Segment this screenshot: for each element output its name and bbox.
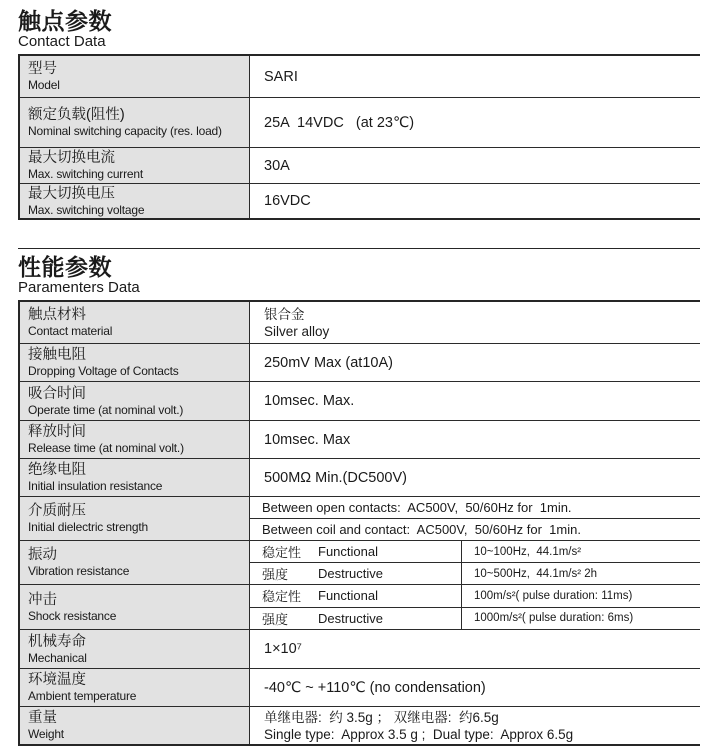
row-label-zh: 型号 — [28, 61, 57, 77]
row-label-zh: 最大切换电流 — [28, 150, 115, 166]
parameters-section-title-zh: 性能参数 — [18, 254, 112, 280]
row-label-cell — [20, 585, 250, 629]
row-value-cell — [250, 56, 700, 97]
table-row-dielectric-strength — [20, 497, 700, 541]
row-value-cell — [250, 585, 700, 629]
sub-row-type-cell — [250, 563, 462, 584]
table-row-dropping-voltage — [20, 344, 700, 382]
row-value-cell — [250, 344, 700, 381]
table-row-operate-time — [20, 382, 700, 421]
table-row-max-switching-voltage — [20, 184, 700, 218]
sub-type-en: Destructive — [318, 566, 384, 581]
row-label-cell — [20, 382, 250, 420]
row-label-en: Model — [28, 78, 60, 92]
row-label-zh: 额定负载(阻性) — [28, 107, 125, 123]
row-label-zh: 释放时间 — [28, 424, 86, 440]
row-label-en: Release time (at nominal volt.) — [28, 441, 184, 455]
row-value: 500MΩ Min.(DC500V) — [264, 469, 407, 486]
sub-type-zh: 稳定性 — [262, 545, 302, 560]
sub-type-en: Functional — [318, 544, 378, 559]
row-label-en: Dropping Voltage of Contacts — [28, 364, 179, 378]
row-value: 25A 14VDC (at 23℃) — [264, 114, 415, 131]
row-label-en: Operate time (at nominal volt.) — [28, 402, 184, 417]
row-value-cell — [250, 421, 700, 458]
sub-row-destructive — [250, 607, 700, 630]
row-value-cell — [250, 302, 700, 343]
sub-row-functional — [250, 585, 700, 607]
row-value-cell — [250, 184, 700, 218]
row-label-en: Mechanical — [28, 650, 87, 665]
contact-data-section — [18, 8, 700, 220]
row-label-zh: 冲击 — [28, 591, 57, 608]
sub-row-value: Between open contacts: AC500V, 50/60Hz for 1min. — [262, 500, 572, 515]
row-label-en: Max. switching voltage — [28, 202, 145, 217]
sub-row-value: Between coil and contact: AC500V, 50/60Hz for 1min. — [262, 522, 581, 537]
row-value-cell — [250, 497, 700, 540]
row-value: 10msec. Max — [264, 431, 351, 448]
row-label-en: Weight — [28, 727, 64, 741]
table-row-model — [20, 56, 700, 98]
row-value-line2: Silver alloy — [264, 323, 330, 339]
row-value-line2: Single type: Approx 3.5 g ; Dual type: Approx 6.5g — [264, 726, 574, 742]
row-label-zh: 最大切换电压 — [28, 185, 115, 202]
row-label-en: Nominal switching capacity (res. load) — [28, 124, 222, 138]
row-label-zh: 吸合时间 — [28, 385, 86, 402]
parameters-section-title-en: Paramenters Data — [18, 279, 140, 296]
table-row-ambient-temperature — [20, 669, 700, 707]
table-row-insulation-resistance — [20, 459, 700, 497]
table-row-nominal-switching-capacity — [20, 98, 700, 148]
row-label-zh: 接触电阻 — [28, 347, 86, 363]
row-value-line1: 单继电器: 约 3.5g ； 双继电器: 约6.5g — [264, 709, 499, 725]
row-value-cell — [250, 148, 700, 183]
table-row-weight — [20, 707, 700, 744]
table-row-vibration-resistance — [20, 541, 700, 585]
sub-type-zh: 强度 — [262, 611, 289, 627]
row-label-cell — [20, 56, 250, 97]
row-label-en: Contact material — [28, 324, 113, 338]
row-value-cell — [250, 541, 700, 584]
sub-row-type-cell — [250, 608, 462, 630]
row-value: SARI — [264, 68, 298, 85]
sub-row-value: 1000m/s²( pulse duration: 6ms) — [474, 612, 634, 625]
row-label-cell — [20, 344, 250, 381]
row-value: 16VDC — [264, 193, 311, 209]
row-label-cell — [20, 459, 250, 496]
section-divider — [18, 248, 700, 249]
row-label-zh: 环境温度 — [28, 672, 86, 688]
sub-row-value: 10~500Hz, 44.1m/s² 2h — [474, 567, 598, 580]
sub-row-type-cell — [250, 541, 462, 562]
row-label-zh: 绝缘电阻 — [28, 462, 86, 478]
row-label-zh: 机械寿命 — [28, 633, 86, 650]
row-label-cell — [20, 707, 250, 744]
row-label-en: Ambient temperature — [28, 689, 137, 703]
row-value-cell — [250, 459, 700, 496]
sub-row-functional — [250, 541, 700, 562]
row-label-cell — [20, 302, 250, 343]
row-label-cell — [20, 669, 250, 706]
table-row-shock-resistance — [20, 585, 700, 630]
row-label-zh: 振动 — [28, 547, 57, 563]
row-label-en: Max. switching current — [28, 167, 143, 181]
parameters-data-table — [18, 300, 700, 746]
row-label-zh: 介质耐压 — [28, 503, 86, 519]
sub-row-value: 100m/s²( pulse duration: 11ms) — [474, 589, 633, 602]
row-label-cell — [20, 148, 250, 183]
row-value: 10msec. Max. — [264, 393, 355, 409]
row-label-zh: 重量 — [28, 710, 57, 726]
row-value-line1: 银合金 — [264, 306, 305, 322]
row-value-cell — [250, 98, 700, 147]
row-value-cell — [250, 707, 700, 744]
row-label-cell — [20, 184, 250, 218]
contact-data-table — [18, 54, 700, 220]
table-row-release-time — [20, 421, 700, 459]
contact-section-title-en: Contact Data — [18, 33, 106, 50]
sub-type-en: Destructive — [318, 610, 384, 626]
row-value-cell — [250, 382, 700, 420]
row-label-en: Initial dielectric strength — [28, 520, 148, 534]
contact-section-title-zh: 触点参数 — [18, 8, 112, 34]
row-value-cell — [250, 669, 700, 706]
sub-row-destructive — [250, 562, 700, 584]
sub-type-en: Functional — [318, 588, 378, 604]
parameters-data-section — [18, 254, 700, 746]
row-label-cell — [20, 630, 250, 668]
row-label-cell — [20, 541, 250, 584]
sub-row-value: 10~100Hz, 44.1m/s² — [474, 545, 582, 558]
row-label-cell — [20, 421, 250, 458]
sub-row-type-cell — [250, 585, 462, 607]
row-value-cell — [250, 630, 700, 668]
sub-type-zh: 强度 — [262, 567, 289, 582]
row-label-cell — [20, 497, 250, 540]
sub-type-zh: 稳定性 — [262, 589, 302, 605]
table-row-max-switching-current — [20, 148, 700, 184]
row-value: 1×10⁷ — [264, 641, 302, 657]
row-label-zh: 触点材料 — [28, 307, 86, 323]
row-label-cell — [20, 98, 250, 147]
table-row-contact-material — [20, 302, 700, 344]
table-row-mechanical-life — [20, 630, 700, 669]
sub-row-coil-contact — [250, 518, 700, 540]
row-value: 250mV Max (at10A) — [264, 354, 393, 371]
row-label-en: Initial insulation resistance — [28, 479, 163, 493]
row-value: -40℃ ~ +110℃ (no condensation) — [264, 679, 486, 696]
row-label-en: Vibration resistance — [28, 564, 130, 578]
row-value: 30A — [264, 157, 290, 174]
sub-row-open-contacts — [250, 497, 700, 518]
row-label-en: Shock resistance — [28, 608, 117, 623]
